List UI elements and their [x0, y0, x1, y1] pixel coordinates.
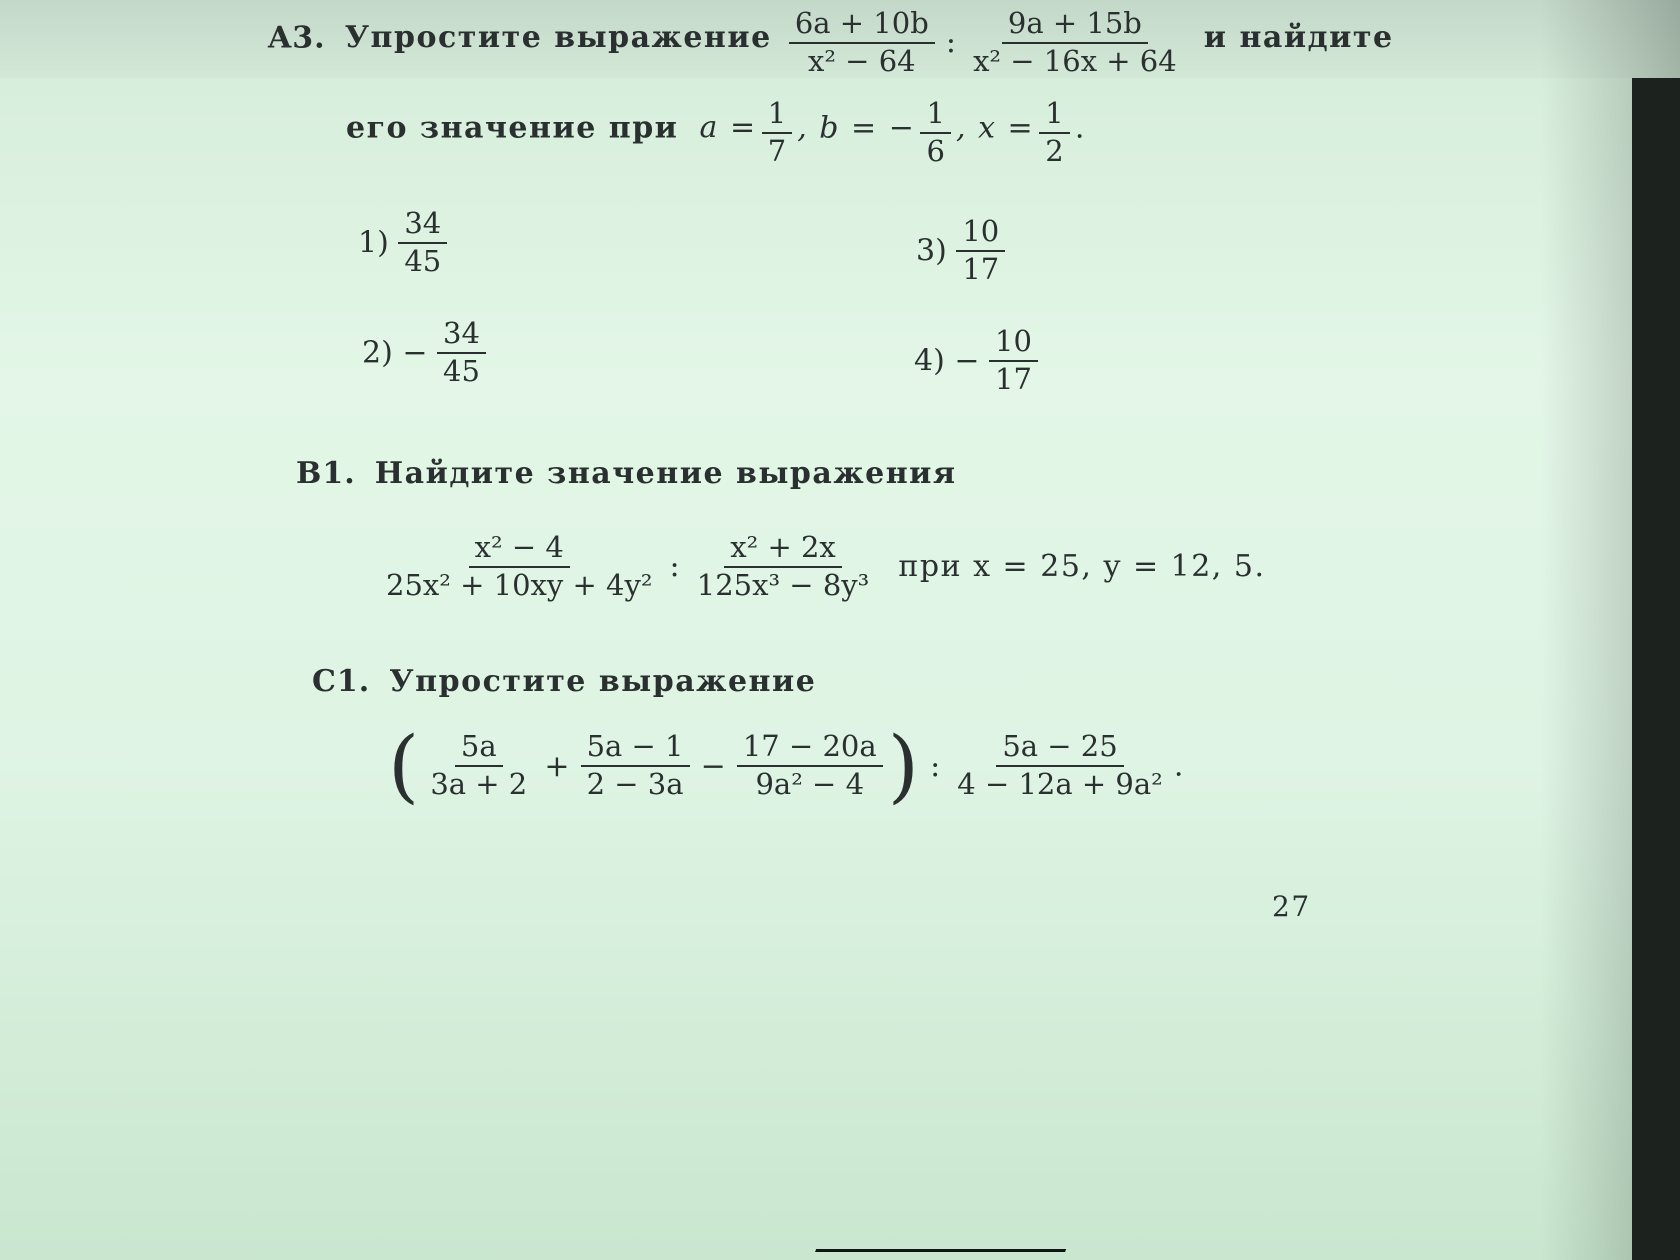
a3-line1 [268, 8, 1394, 78]
c1-title: Упростите выражение [389, 664, 817, 699]
a3-x-value: $\frac{1}{2}$ [1039, 98, 1069, 168]
a3-a-lhs: a = [699, 110, 757, 146]
b1-heading [296, 456, 957, 491]
a3-option-3: 3) $\frac{10}{17}$ [916, 216, 1005, 286]
a3-option-1: 1) $\frac{34}{45}$ [358, 208, 447, 278]
b1-fraction-2: $\frac{\text{x² + 2x}}{\text{125x³ − 8y³}}$ [696, 530, 870, 602]
pen-scribble [815, 1225, 1075, 1252]
b1-fraction-1: $\frac{\text{x² − 4}}{\text{25x² + 10xy + 4y²}}$ [386, 530, 653, 602]
c1-colon: : [930, 748, 941, 784]
c1-left-paren: ( [388, 719, 420, 812]
b1-title: Найдите значение выражения [374, 456, 957, 491]
b1-expression [380, 532, 1266, 602]
b1-colon: : [669, 549, 680, 585]
a3-period: . [1074, 110, 1086, 146]
a3-option-1-fraction: $\frac{34}{45}$ [398, 208, 447, 278]
c1-plus: + [544, 748, 570, 784]
b1-condition: при x = 25, y = 12, 5. [898, 549, 1266, 585]
c1-heading [312, 664, 816, 699]
a3-b-value: $\frac{1}{6}$ [920, 98, 950, 168]
a3-intro: Упростите выражение [344, 20, 772, 56]
c1-right-paren: ) [887, 719, 919, 812]
a3-line2 [346, 98, 1086, 168]
a3-tail: и найдите [1203, 20, 1394, 56]
c1-term-4: $\frac{5a - 25}{\text{4 − 12a + 9a²}}$ [957, 729, 1163, 801]
a3-fraction-1: $\frac{6a + 10b}{\text{x² − 64}}$ [789, 8, 935, 78]
a3-option-2-fraction: $\frac{34}{45}$ [437, 318, 486, 388]
a3-x-lhs: , x = [956, 110, 1035, 146]
a3-a-value: $\frac{1}{7}$ [762, 98, 792, 168]
a3-b-lhs: , b = − [797, 110, 916, 146]
c1-term-3: $\frac{17 - 20a}{\text{9a² − 4}}$ [737, 731, 883, 801]
a3-option-4: 4) − $\frac{10}{17}$ [914, 326, 1038, 396]
page-edge-shadow [1540, 0, 1680, 1260]
c1-period: . [1173, 748, 1185, 784]
c1-term-2: $\frac{5a - 1}{2 - 3a}$ [581, 731, 690, 801]
b1-label: B1. [296, 456, 356, 491]
c1-term-1: $\frac{5a}{3a + 2}$ [430, 729, 528, 801]
a3-option-3-fraction: $\frac{10}{17}$ [956, 216, 1005, 286]
a3-colon: : [945, 25, 956, 61]
a3-option-2: 2) − $\frac{34}{45}$ [362, 318, 486, 388]
a3-option-4-fraction: $\frac{10}{17}$ [989, 326, 1038, 396]
c1-label: C1. [312, 664, 371, 699]
c1-minus: − [700, 748, 726, 784]
page-number: 27 [1272, 890, 1311, 923]
a3-label: A3. [268, 20, 326, 56]
c1-expression [388, 719, 1185, 812]
a3-fraction-2: $\frac{9a + 15b}{\text{x² − 16x + 64}}$ [973, 6, 1177, 78]
a3-line2-text: его значение при [346, 110, 679, 146]
